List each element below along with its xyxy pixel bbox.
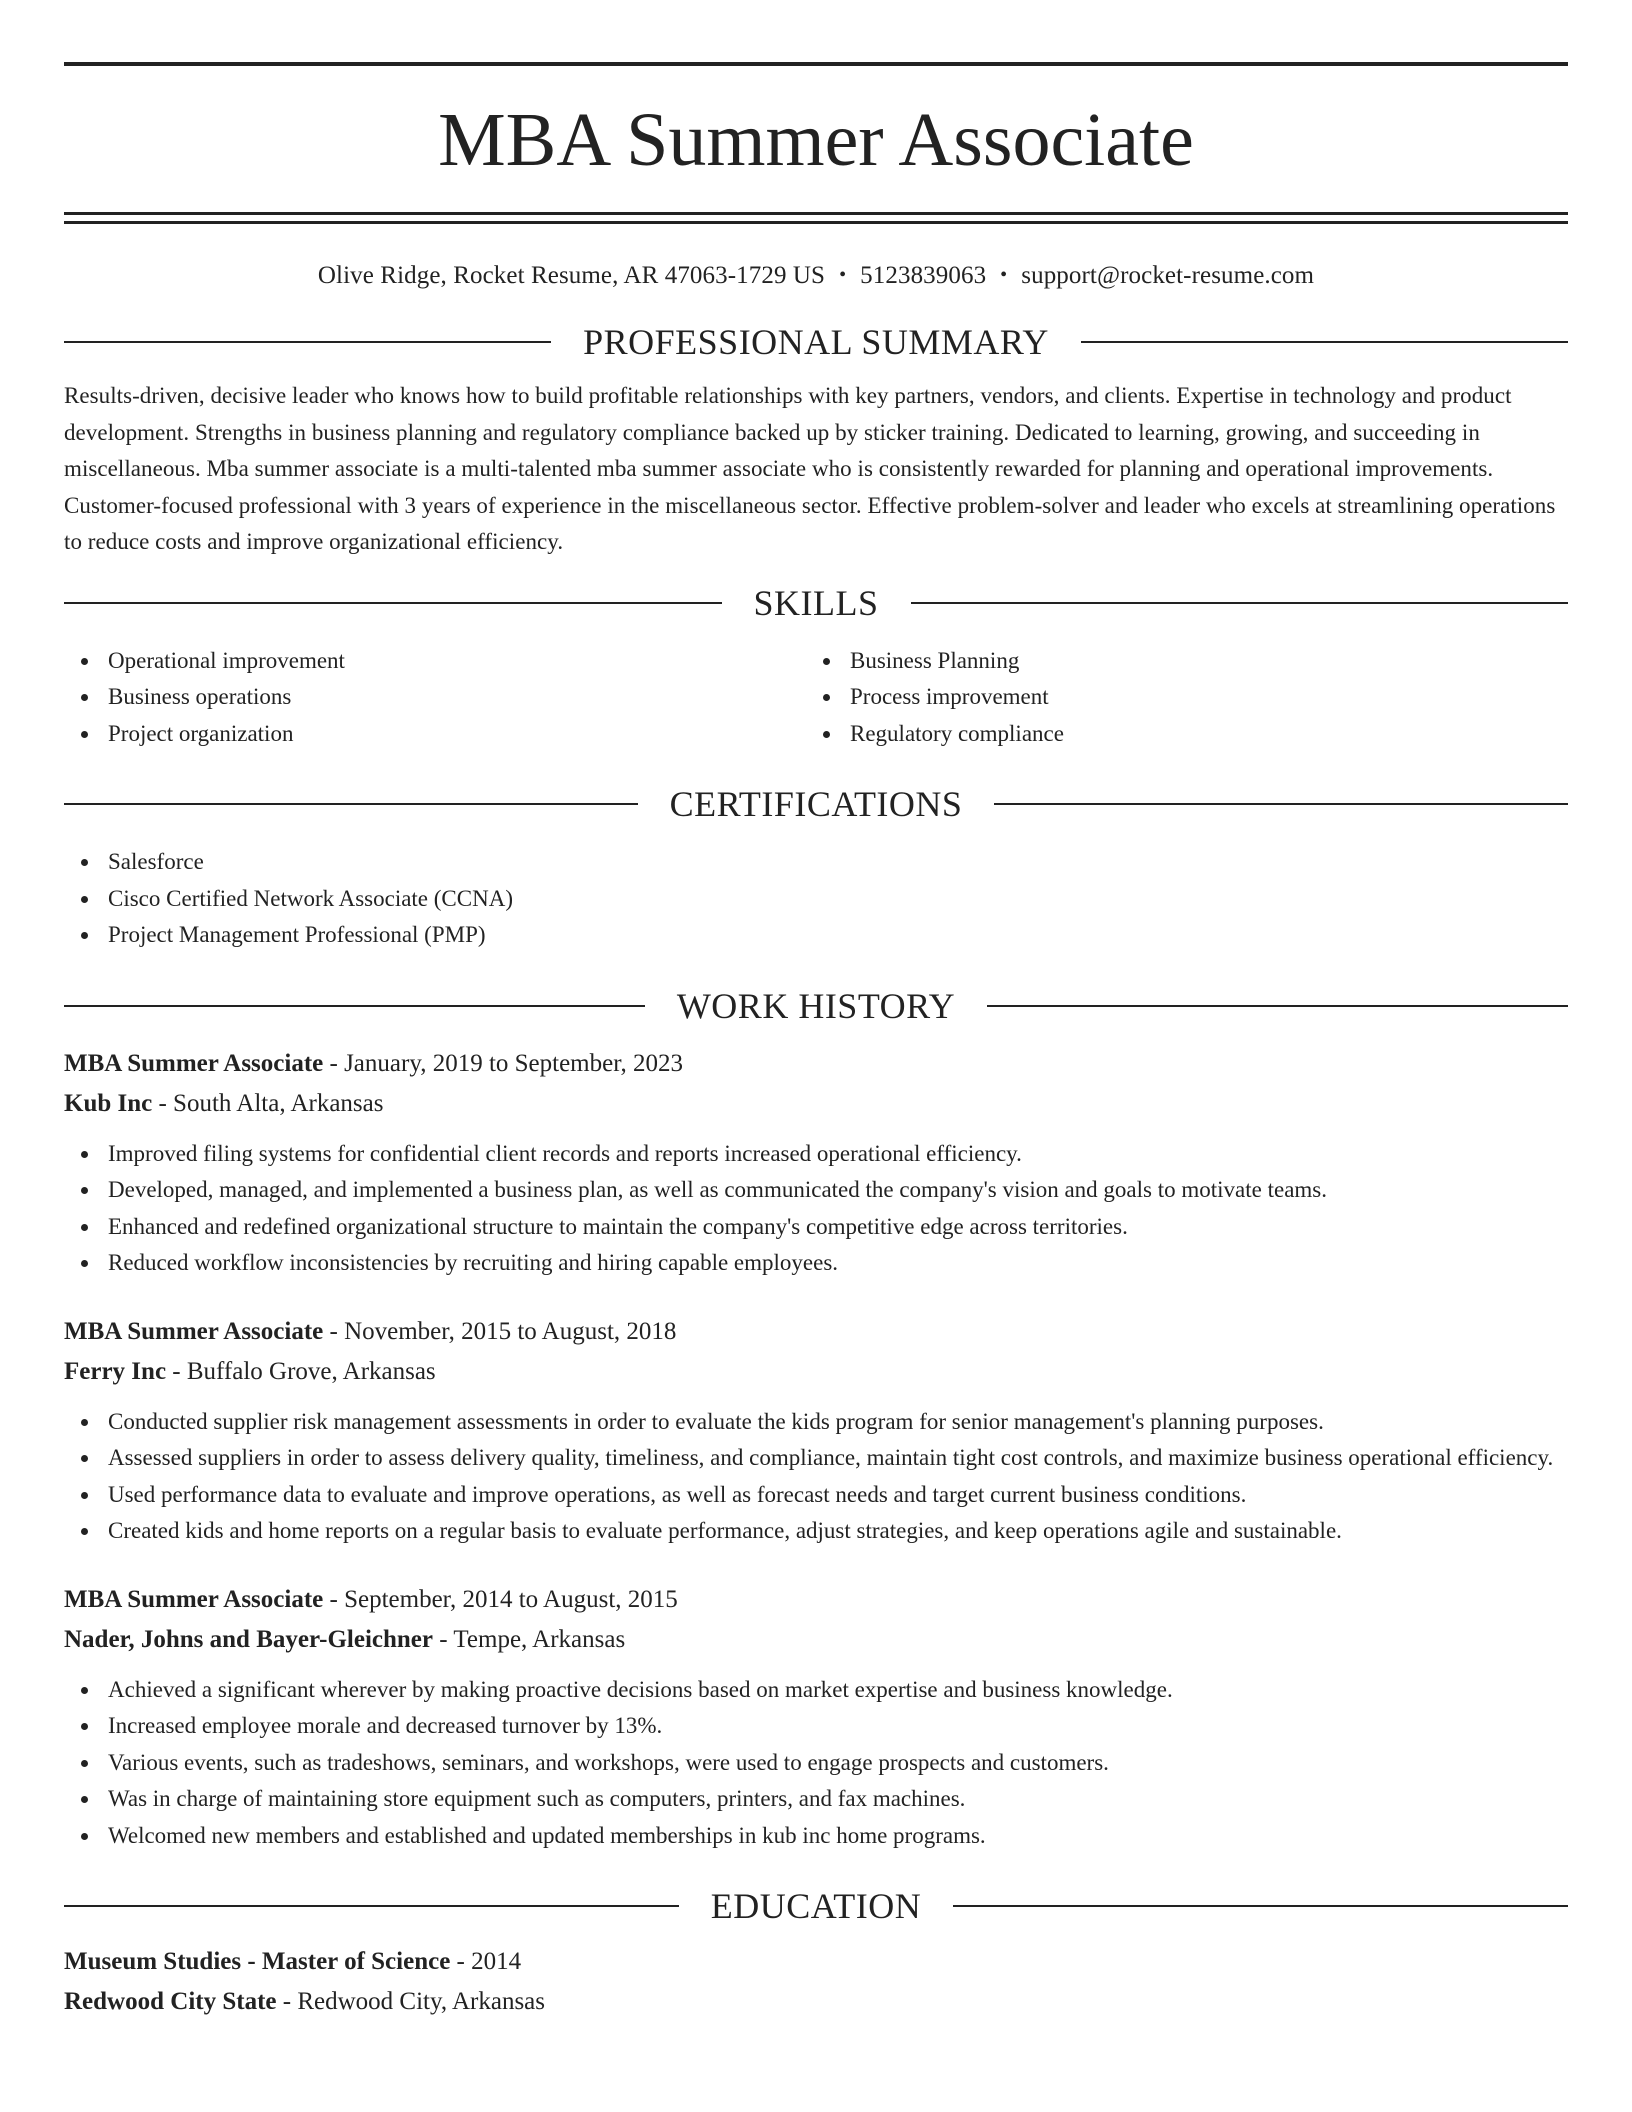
job-bullet: Developed, managed, and implemented a business plan, as well as communicated the company's vision and goals to motivate teams.: [64, 1172, 1568, 1209]
job-entry: [64, 1312, 1568, 1550]
contact-line: [64, 262, 1568, 290]
job-location: - South Alta, Arkansas: [152, 1089, 384, 1117]
section-heading-certifications: [64, 786, 1568, 822]
job-company: Nader, Johns and Bayer-Gleichner: [64, 1625, 433, 1653]
heading-rule-left: [64, 803, 638, 805]
skill-item: Process improvement: [806, 679, 1548, 716]
education-entry: [64, 1942, 1568, 2022]
education-degree: Museum Studies - Master of Science: [64, 1948, 451, 1975]
education-location: - Redwood City, Arkansas: [276, 1988, 545, 2015]
skills-columns: [64, 643, 1568, 753]
section-title: CERTIFICATIONS: [669, 784, 963, 824]
heading-rule-right: [911, 602, 1569, 604]
job-company-line: [64, 1352, 1568, 1392]
job-bullet: Created kids and home reports on a regular basis to evaluate performance, adjust strategies, and keep operations agile and sustainable.: [64, 1513, 1568, 1550]
skill-item: Business operations: [64, 679, 806, 716]
job-role: MBA Summer Associate: [64, 1049, 324, 1077]
certification-item: Salesforce: [64, 844, 1568, 881]
heading-rule-right: [994, 803, 1568, 805]
education-degree-line: [64, 1942, 1568, 1982]
job-bullet: Used performance data to evaluate and improve operations, as well as forecast needs and target current business conditions.: [64, 1477, 1568, 1514]
heading-rule-left: [64, 1905, 679, 1907]
job-entry: [64, 1044, 1568, 1282]
education-year: - 2014: [450, 1948, 522, 1975]
skill-item: Operational improvement: [64, 643, 806, 680]
job-bullet: Various events, such as tradeshows, seminars, and workshops, were used to engage prospects and customers.: [64, 1745, 1568, 1782]
section-heading-work-history: [64, 985, 1568, 1026]
job-title-line: [64, 1312, 1568, 1352]
job-dates: - November, 2015 to August, 2018: [323, 1317, 677, 1345]
job-bullet: Enhanced and redefined organizational structure to maintain the company's competitive edge across territories.: [64, 1209, 1568, 1246]
job-location: - Tempe, Arkansas: [433, 1625, 626, 1653]
section-title: SKILLS: [753, 582, 879, 623]
summary-text: Results-driven, decisive leader who knows how to build profitable relationships with key partners, vendors, and clients. Expertise in technology and product development. Strengths in business planning and regulatory compliance backed up by sticker training. Dedicated to learning, growing, and succeeding in miscellaneous. Mba summer associate is a multi-talented mba summer associate who is consistently rewarded for planning and operational improvements. Customer-focused professional with 3 years of experience in the miscellaneous sector. Effective problem-solver and leader who excels at streamlining operations to reduce costs and improve organizational efficiency.: [64, 383, 1556, 554]
heading-rule-left: [64, 602, 722, 604]
contact-email: support@rocket-resume.com: [1021, 262, 1315, 289]
section-title: WORK HISTORY: [676, 985, 956, 1026]
job-bullets: [64, 1672, 1568, 1855]
heading-rule-left: [64, 341, 551, 343]
job-bullet: Reduced workflow inconsistencies by recruiting and hiring capable employees.: [64, 1245, 1568, 1282]
education-school-line: [64, 1982, 1568, 2022]
education-school: Redwood City State: [64, 1988, 277, 2015]
name-double-rule: [64, 212, 1568, 224]
certification-item: Project Management Professional (PMP): [64, 917, 1568, 954]
section-heading-skills: [64, 582, 1568, 623]
skill-item: Regulatory compliance: [806, 716, 1548, 753]
certifications-list: [64, 844, 1568, 954]
section-heading-education: [64, 1888, 1568, 1924]
job-role: MBA Summer Associate: [64, 1585, 324, 1613]
job-location: - Buffalo Grove, Arkansas: [166, 1357, 436, 1385]
job-bullet: Increased employee morale and decreased turnover by 13%.: [64, 1708, 1568, 1745]
job-bullet: Assessed suppliers in order to assess delivery quality, timeliness, and compliance, maintain tight cost controls, and maximize business operational efficiency.: [64, 1440, 1568, 1477]
contact-address: Olive Ridge, Rocket Resume, AR 47063-1729 US: [317, 262, 826, 289]
section-heading-summary: [64, 324, 1568, 360]
contact-separator: •: [839, 264, 847, 286]
heading-rule-right: [987, 1005, 1568, 1007]
job-bullet: Was in charge of maintaining store equipment such as computers, printers, and fax machines.: [64, 1781, 1568, 1818]
skills-list-right: [806, 643, 1548, 753]
job-company-line: [64, 1620, 1568, 1660]
contact-separator: •: [1000, 264, 1008, 286]
job-bullet: Welcomed new members and established and updated memberships in kub inc home programs.: [64, 1818, 1568, 1855]
job-title-line: [64, 1580, 1568, 1620]
job-dates: - January, 2019 to September, 2023: [323, 1049, 684, 1077]
job-bullet: Improved filing systems for confidential client records and reports increased operational efficiency.: [64, 1136, 1568, 1173]
candidate-name: MBA Summer Associate: [438, 98, 1194, 182]
skill-item: Business Planning: [806, 643, 1548, 680]
heading-rule-right: [953, 1905, 1568, 1907]
job-bullet: Conducted supplier risk management assessments in order to evaluate the kids program for senior management's planning purposes.: [64, 1404, 1568, 1441]
skills-list-left: [64, 643, 806, 753]
job-entry: [64, 1580, 1568, 1855]
section-title: PROFESSIONAL SUMMARY: [583, 322, 1049, 362]
job-company: Ferry Inc: [64, 1357, 167, 1385]
heading-rule-right: [1081, 341, 1568, 343]
job-bullets: [64, 1404, 1568, 1550]
top-rule: [64, 62, 1568, 66]
job-bullets: [64, 1136, 1568, 1282]
job-company: Kub Inc: [64, 1089, 153, 1117]
job-company-line: [64, 1084, 1568, 1124]
job-bullet: Achieved a significant wherever by making proactive decisions based on market expertise and business knowledge.: [64, 1672, 1568, 1709]
certification-item: Cisco Certified Network Associate (CCNA): [64, 881, 1568, 918]
contact-phone: 5123839063: [860, 262, 987, 289]
skill-item: Project organization: [64, 716, 806, 753]
heading-rule-left: [64, 1005, 645, 1007]
job-role: MBA Summer Associate: [64, 1317, 324, 1345]
job-dates: - September, 2014 to August, 2015: [323, 1585, 678, 1613]
job-title-line: [64, 1044, 1568, 1084]
section-title: EDUCATION: [710, 1886, 922, 1926]
